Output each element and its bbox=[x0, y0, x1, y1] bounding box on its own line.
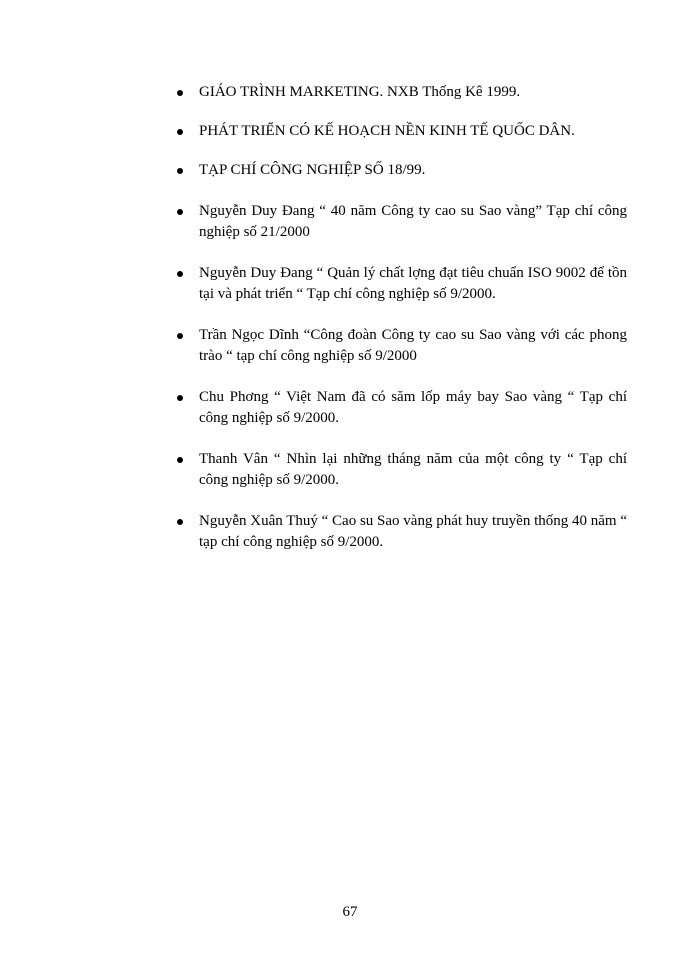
bullet-icon bbox=[177, 395, 183, 401]
page-number: 67 bbox=[342, 904, 358, 920]
bullet-icon bbox=[177, 168, 183, 174]
reference-text: PHÁT TRIỂN CÓ KẾ HOẠCH NỀN KINH TẾ QUỐC DÂN. bbox=[199, 123, 575, 139]
bullet-icon bbox=[177, 90, 183, 96]
reference-text: GIÁO TRÌNH MARKETING. NXB Thống Kê 1999. bbox=[199, 84, 521, 100]
reference-text: Nguyễn Xuân Thuý “ Cao su Sao vàng phát huy truyền thống 40 năm “ tạp chí công nghiệp số 9/2000. bbox=[199, 513, 627, 550]
reference-item bbox=[175, 449, 627, 491]
bullet-icon bbox=[177, 209, 183, 215]
reference-item bbox=[175, 263, 627, 305]
bullet-icon bbox=[177, 129, 183, 135]
reference-item bbox=[175, 387, 627, 429]
reference-text: Trần Ngọc Dĩnh “Công đoàn Công ty cao su Sao vàng với các phong trào “ tạp chí công nghiệp số 9/2000 bbox=[199, 327, 627, 364]
reference-item bbox=[175, 201, 627, 243]
bullet-icon bbox=[177, 519, 183, 525]
bullet-icon bbox=[177, 457, 183, 463]
reference-item bbox=[175, 511, 627, 553]
reference-text: Chu Phơng “ Việt Nam đã có săm lốp máy bay Sao vàng “ Tạp chí công nghiệp số 9/2000. bbox=[199, 389, 627, 426]
reference-item bbox=[175, 160, 627, 181]
reference-text: Thanh Vân “ Nhìn lại những tháng năm của một công ty “ Tạp chí công nghiệp số 9/2000. bbox=[199, 451, 627, 488]
reference-item bbox=[175, 325, 627, 367]
reference-item bbox=[175, 82, 627, 103]
bullet-icon bbox=[177, 271, 183, 277]
reference-text: Nguyễn Duy Đang “ Quản lý chất lợng đạt tiêu chuẩn ISO 9002 để tồn tại và phát triển “ Tạp chí công nghiệp số 9/2000. bbox=[199, 265, 627, 302]
reference-item bbox=[175, 121, 627, 142]
reference-list bbox=[175, 82, 627, 573]
reference-text: Nguyễn Duy Đang “ 40 năm Công ty cao su Sao vàng” Tạp chí công nghiệp số 21/2000 bbox=[199, 203, 627, 240]
bullet-icon bbox=[177, 333, 183, 339]
reference-text: TẠP CHÍ CÔNG NGHIỆP SỐ 18/99. bbox=[199, 162, 426, 178]
